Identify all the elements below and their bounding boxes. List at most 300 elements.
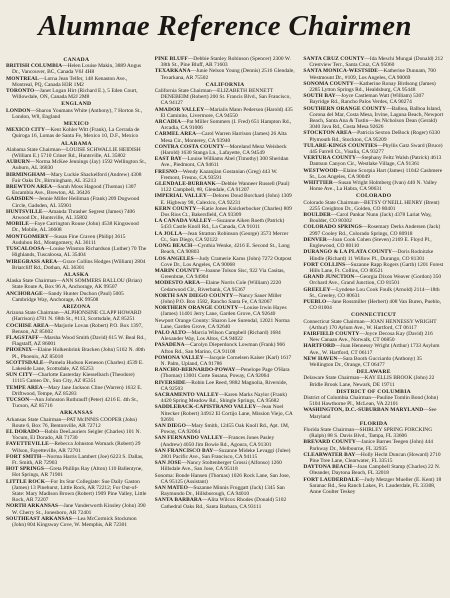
chairman-entry [303,356,444,368]
entry-details: —Joyce Castleman Watt (William) 5307 Bayridge Rd., Rancho Palos Verdes, CA 90274 [309,93,424,106]
chairman-entry [6,397,147,409]
entry-details: California State Chairman—ELIZABETH BENNETT DENEBEIM (Robert) 200 St. Francis Blvd., San Francisco, CA 94127 [154,88,291,107]
entry-city: HUNTSVILLE [6,208,43,215]
entry-details: —Elaine Scorpia Hart (James) 11042 Cashmere St., Los Angeles, CA 90049 [309,167,443,180]
entry-details: —Suzanne Minnis Froggatt (Jack) 1345 San Raymundo Dr., Hillsborough, CA 94010 [160,485,285,498]
chairman-entry [303,464,444,476]
chairman-entry [6,347,147,359]
entry-details: Newport Orange County: Sharon Lee Surendal, 12021 Norma Lane, Garden Grove, CA 92640 [154,317,290,330]
chairman-entry [155,280,296,292]
entry-details: —Carol Pankar Nunn (Jack) 4378 Lariat Way, Boulder, CO 80302 [309,212,432,225]
chairman-entry [6,417,147,429]
entry-city: GLENDALE-BURBANK [154,181,216,188]
chairman-entry [303,299,444,311]
entry-city: PUEBLO [303,298,327,305]
chairman-entry [6,196,147,208]
column-2 [155,56,296,592]
entry-city: AMADOR VALLEY [154,106,205,113]
entry-city: FORT LAUDERDALE [303,476,360,483]
region-heading: CANADA [63,57,90,63]
entry-city: TULARE-KINGS COUNTIES [303,142,378,149]
chairman-entry [303,331,444,343]
entry-details: —Katherine Dunnam, 700 Westmount Dr., #109, Los Angeles, CA 90069 [309,68,436,81]
entry-details: Alaska State Chairman—ANN SOMMERS BALLOU (Brian) State Route A, Box 96 A, Anchorage, AK 99507 [6,278,142,291]
chairman-entry [6,259,147,271]
entry-details: —Joan Hennessy Wright (Arthur) 1733 Asylum Ave., W. Hartford, CT 06117 [309,343,440,356]
entry-details: —Balboa, Balboa Island, Corona del Mar, Costa Mesa, Irvine, Laguna Beach, Newport Beach, Santa Ana & Tustin—Jes Nicholson Dean (Gerald) 3040 Java Rd., Costa Mesa 92626 [309,105,444,131]
chairman-entry [6,172,147,184]
entry-city: LA CANADA VALLEY [154,218,212,225]
entry-city: MONTGOMERY [6,233,49,240]
entry-city: STOCKTON AREA [303,130,352,137]
entry-details: —Cynthia Wenke, 4216 E. Second St., Long Beach, CA 90803 [160,243,290,256]
chairman-entry [6,479,147,504]
entry-details: —Suzanne Aiken Roeth (Patrick) 5433 Castle Knoll Rd., La Canada, CA 91011 [160,218,285,231]
entry-details: —Holly Hecht Duncan (Howard) 2710 Pine Tree Lane, Clearwater, FL 33515 [309,451,441,464]
entry-city: TUCSON [6,396,30,403]
chairman-entry [303,375,444,387]
chairman-entry [6,221,147,233]
entry-details: —Penelope Page O'Hara (Thomas) 13001 Corte Susana, Poway, CA 92064 [160,367,290,380]
entry-details: —Sara Booth Gucciardo (Anthony) 35 Wellington Dr., Orange, CT 06477 [309,355,423,368]
entry-details: Sonoma: Bonde Hansen (Thomas) 1026 Rock Lane, San Jose, CA 95125 (Assistant) [154,472,290,485]
entry-city: LITTLE ROCK [6,478,46,485]
chairman-entry [155,107,296,119]
entry-details: Colorado State Chairman—BETSY O'NEILL HENRY (Brent) 2255 Creighton Dr., Golden, CO 80401 [303,199,440,212]
entry-city: DAYTONA BEACH [303,464,352,471]
chairman-entry [155,485,296,497]
entry-details: —Sandy Hunter Duchon (Paul) 5005 Cambridge Way, Anchorage, AK 99508 [12,290,124,303]
entry-details: Connecticut State Chairman—JOAN HENNESSY WRIGHT (Arthur) 170 Aylum Ave., W. Hartford, CT 06117 [303,318,437,331]
chairman-entry [155,497,296,509]
entry-city: HARTFORD [303,343,336,350]
entry-details: —Debbie Wanneer Russell (Paul) 1122 Campbell, #8, Glendale, CA 91207 [160,181,290,194]
entry-city: SADDLEBACK-CAPISTRANO VALLEY [154,404,257,411]
entry-city: PASADENA [154,342,185,349]
entry-details: —Marsha Wood Smith (David) 615 W. Beal Rd., Flagstaff, AZ 86001 [12,334,146,348]
chairman-entry [6,209,147,221]
chairman-entry [155,355,296,367]
entry-details: —Lorna Jean Telfer, 148 Kenaston Ave., Montreal, PQ, Canada H3R 1M2 [12,75,128,88]
entry-details: —Norma McKee Jennings (Jay) 1592 Wellington St., Auburn, AL 36830 [12,159,147,172]
entry-details: —Jane Vanderworth Kinsley (John) 390 W. Cherry St., Jonesboro, AR 72401 [12,503,146,516]
region-heading: COLORADO [356,193,392,200]
chairman-entry [155,435,296,447]
entry-city: SOUTHERN ORANGE COUNTY [303,105,387,112]
entry-city: MODESTO AREA [154,280,201,287]
entry-details: Florida State Chairman—SHIRLEY SPRING FORCKING (Ralph) 88 S. Davis Blvd., Tampa, FL 33606 [303,426,433,440]
entry-city: SAN MATEO [154,485,188,492]
entry-details: —Sharon Youmans White (Anthony), 7 Horton St., London, W8, England [12,107,143,120]
entry-city: GREELEY [303,286,331,293]
chairman-entry [6,184,147,196]
entry-details: —Marjorie Lovan (Robert) P.O. Box 1397, Benson, AZ 85602 [12,322,143,335]
entry-details: Arizona State Chairman—ALPHONSINE CLAPP HOWARD (Harrison) 4701 N. 68th St., #113, Scottsdale, AZ 85251 [6,310,142,323]
entry-details: —Mary Jane Jackson Cline (Warren) 1632 E. Driftwood, Tempe, AZ 85283 [12,384,142,397]
chairman-entry [155,119,296,131]
chairman-entry [155,156,296,168]
entry-details: —Pat Miller Sommers (I. Fred) 651 Hampton Rd., Arcadia, CA 91006 [160,119,292,132]
region-heading: ALASKA [63,271,89,278]
entry-details: —Moreland Menz Weisbeck (Harold) 1630 Stanga Ln., Lafayette, CA 94549 [160,143,287,157]
entry-details: —Faye Carrington Rouse (John) 4538 Kingswood Dr., Mobile, AL 36608 [12,221,139,234]
entry-city: EAST BAY [154,156,182,163]
entry-city: BREWTON AREA [6,184,52,191]
entry-details: —Ann Johnston Ruthrauff (Peter) 4216 E. 4th St., Tucson, AZ 85716 [12,396,139,410]
entry-details: —Nancy Stoltenberger Grossi (Alfonso) 1260 Hillsdale Ave., San Jose, CA 95118 [160,460,282,473]
chairman-entry [6,360,147,372]
entry-details: —Elaine Holkenbrink Bracken (John) 5162 N. 40th Pl., Phoenix, AZ 85018 [12,347,145,360]
entry-city: NORTHERN ORANGE COUNTY [154,305,239,312]
region-heading: ALABAMA [60,140,92,147]
entry-city: HOT SPRINGS [6,466,45,473]
chairman-entry [303,439,444,451]
chairman-entry [6,516,147,528]
entry-details: —Joanne Tolson Sisc, 922 Via Casitas, Greenbrae, CA 94904 [160,267,285,281]
entry-city: CLEARWATER BAY [303,451,356,458]
entry-details: —Louise Winston Richardson (Luther) 70 The Highlands, Tuscaloosa, AL 35404 [12,246,147,259]
entry-details: —Robin DeeLauriers Seigler (Charles) 101 N. Yocum, El Dorado, AR 71730 [12,428,141,442]
chairman-entry [155,243,296,255]
region-heading: CONNECTICUT [351,312,397,319]
entry-city: SAN FERNANDO VALLEY [154,435,223,442]
chairman-entry [303,93,444,105]
chairman-entry [303,56,444,68]
entry-details: —Kent Kohler Witt (Frank), La Cerrada de Quiroga 16, Lomas de Santa Fe, Mexico 10, D.F., Mexico [12,127,140,140]
entry-city: SANTA BARBARA [154,497,202,504]
entry-details: —Jean Noel Nitecker (Robert) 34912 El Cortijo Lane, Mission Viejo, CA 92691 [160,404,293,423]
chairman-entry [303,212,444,224]
entry-city: LOS ANGELES [154,255,194,262]
chairman-entry [6,323,147,335]
chairman-entry [303,343,444,355]
region-heading: DELAWARE [356,369,391,376]
entry-city: WESTWOOD [303,167,338,174]
entry-details: —Amanda Thrasher Segrest (James) 7406 Atwood Dr., Huntsville, AL 35802 [12,208,135,222]
chairman-entry [155,169,296,181]
chairman-entry [155,144,296,156]
chairman-entry [6,159,147,171]
chairman-entry [155,231,296,243]
entry-details: —Karen Marks Naylor (Frank) 4420 Spring Meadow Rd., Shingle Springs, CA 95682 [160,391,287,405]
entry-details: —Alita Wilcox Rhodes (Donald) 5102 Cathedral Oaks Rd., Santa Barbara, CA 93111 [160,497,287,510]
entry-details: —Susan Fine Craven (Philip) 3615 Audubon Rd., Montgomery, AL 36111 [12,233,126,246]
chairman-entry [303,143,444,155]
entry-city: SCOTTSDALE [6,359,44,366]
chairman-entry [303,319,444,331]
entry-details: —Joan Cook Cohen (Steven) 2169 E. Floyd Pl., Englewood, CO 80110 [309,236,432,250]
entry-details: —Louise Irwin Hayes (James) 11401 Jerry Lane, Garden Grove, CA 92640 [160,305,287,318]
chairman-entry [6,291,147,303]
entry-details: —Norma Harris Lambert (Joe) 6223 S. Dallas, Ft. Smith, AR 72903 [12,453,144,466]
entry-city: FLAGSTAFF [6,334,39,341]
region-heading: MEXICO [63,121,90,128]
entry-city: TUSCALOOSA [6,246,45,253]
chairman-entry [6,441,147,453]
entry-city: TEXARKANA [154,68,191,75]
chairman-entry [155,88,296,107]
chairman-entry [6,108,147,120]
entry-details: —Greta Phillips Ray (Alton) 110 Ballentyne, Hot Springs, AR 71901 [12,466,143,479]
chairman-entry [6,63,147,75]
chairman-entry [303,427,444,439]
entry-details: —Phyllis Gatz Sward (Bruce) 445 Farrell Ct., Visalia, CA 93277 [309,142,443,156]
entry-details: —See Maryland [309,407,437,420]
entry-details: —Grace Collins Hodges (William) 2804 Briarcliff Rd., Dothan, AL 36301 [12,258,146,271]
entry-city: LONG BEACH [154,243,193,250]
chairman-entry [155,268,296,280]
entry-details: —Delores Doud Borchard (John) 1309 E. Highway 98, Calexico, CA 92231 [160,193,292,206]
entry-city: SAN FRANCISCO BAY [154,447,214,454]
entry-city: BREVARD COUNTY [303,439,356,446]
entry-details: —Lea McCormick Stockmon (John) 804 Kingsway Cove, W. Memphis, AR 72301 [12,515,137,529]
chairman-entry [303,262,444,274]
region-heading: ENGLAND [61,101,92,108]
entry-city: POMONA VALLEY [154,354,204,361]
entry-city: BRITISH COLUMBIA [6,63,63,70]
chairman-entry [6,278,147,290]
chairman-entry [155,318,296,330]
entry-city: TEMPE AREA [6,384,43,391]
entry-city: LA JOLLA [154,230,183,237]
entry-details: —Stephany Feltz Walsh (Patrick) 4613 Dantsun Canyon Cir., Westlake Village, CA 91361 [309,155,442,168]
region-heading: FLORIDA [359,420,388,427]
column-1 [6,56,147,592]
chairman-entry [155,473,296,485]
chairman-entry [155,404,296,423]
entry-city: TORONTO [6,88,35,95]
entry-city: BOULDER [303,212,331,219]
entry-details: —Katie Jones Knickerbocker (Charles) 809 Dos Rios Ct., Bakersfield, CA 93309 [160,205,292,219]
entry-details: —Joan Campbell Stamp (Charles) 22 N. Oleander, Daytona Beach, FL 32018 [309,464,441,477]
chairman-entry [155,293,296,305]
chairman-entry [6,127,147,139]
entry-details: —Janice Barnes Teegen (John) 444 Parkway Dr., Melbourne, FL 32935 [309,439,433,452]
entry-details: —Pamela Hudson Keneson (Charles) 4539 E. Lakeside Lane, Scottsdale, AZ 85253 [12,359,144,372]
entry-details: —Junie Nelson Young (Dennis) 2516 Glendale, Texarkana, AR 75502 [160,68,295,81]
entry-details: —Nancy Sauer Miller (John) P.O. Box 1582, Rancho Santa Fe, CA 92067 [160,292,282,305]
chairman-entry [303,155,444,167]
entry-city: RANCHO-BERNARDO-POWAY [154,367,236,374]
entry-details: —Judy Metzger Mueller (E. Kent) 18 Saranac Rd., Sea Ranch Lakes, Ft. Lauderdale, FL 33308, Anne Coulter Teskey [309,476,442,496]
entry-details: —Mary Luckie Shackelford (Andrew) 4308 Fair Oaks Dr., Birmingham, AL 35213 [12,171,142,184]
entry-city: COCHISE AREA [6,322,49,329]
chairman-entry [6,385,147,397]
entry-city: PINE BLUFF [154,56,188,62]
chairman-entry [303,200,444,212]
chairman-entry [303,287,444,299]
entry-details: —Ida Meschi Mungai (Donald) 212 Crestview Terr., Santa Cruz, CA 95060 [309,56,443,69]
entry-city: CARMEL AREA [154,131,197,138]
chairman-entry [155,423,296,435]
entry-city: PHOENIX [6,347,33,354]
chairman-entry [303,452,444,464]
entry-details: —Carolyn Dieperdonck Lowman (Frank) 966 Afton Rd., San Marino, CA 91108 [160,342,285,355]
chairman-entry [303,81,444,93]
chairman-entry [6,310,147,322]
region-heading: CALIFORNIA [205,81,245,88]
chairman-entry [303,395,444,407]
chairman-entry [6,76,147,88]
entry-city: DENVER [303,236,327,243]
entry-city: AUBURN [6,159,30,166]
chairman-entry [303,477,444,496]
entry-details: —Janet Logan Hirt (Richard E.), 5 Eden Court, Willowdale, ON, Canada M2J 2M8 [12,88,138,101]
entry-details: —Elaine Norris Cole (William) 2220 Cedarwood Cir., Riverbank, CA 95367 [160,280,282,293]
chairman-entry [155,193,296,205]
entry-city: SANTA MONICA-WESTSIDE [303,68,379,75]
entry-city: NORTH ARKANSAS [6,503,59,510]
chairman-entry [155,181,296,193]
chairman-entry [6,466,147,478]
region-heading: ARIZONA [62,303,91,310]
chairman-entry [6,454,147,466]
entry-city: CONTRA COSTA COUNTY [154,143,225,150]
chairman-entry [303,168,444,180]
entry-city: SONOMA COUNTY [303,80,354,87]
entry-details: District of Columbia Chairman—Pauline Tomlin Bond (John) 5104 Hawthorne Pl., McLean, VA 22101 [303,394,439,408]
entry-city: GADSDEN [6,196,34,203]
chairman-entry [303,130,444,142]
chairman-entry [155,380,296,392]
entry-details: —Marialis Mann Pederson (Harold) 435 El Caminito, Livermore, CA 94550 [160,106,293,119]
entry-details: —Sarah Moss Hagood (Thomas) 1307 Escambia Ave., Brewton, AL 36426 [12,184,137,197]
column-3 [303,56,444,592]
entry-details: —Marcia Wilson Campbell (Richard) 1684 Alexander Way, Los Altos, CA 94022 [160,329,281,343]
entry-city: SACRAMENTO VALLEY [154,391,219,398]
chairman-entry [6,429,147,441]
entry-details: —Lyndene Lou Cook Foulk (Arnold) 2114—18th St., Greeley, CO 80631 [309,286,440,299]
chairman-entry [155,448,296,460]
entry-city: SANTA CRUZ COUNTY [303,56,365,62]
entry-details: —Patricia Sexton DeBock (Roger) 6330 Plymouth Rd., Stockton, CA 95209 [309,130,440,143]
entry-details: Arkansas State Chairman—PAT McINNIS COOPER (John) Route 6, Box 76, Bentonville, AR 72712 [6,416,137,429]
entry-city: FAYETTEVILLE [6,441,49,448]
entry-details: —Jacquie Cornelsen Kaiser (Karl) 1617 N. Palm, Upland, CA 91786 [160,354,292,367]
chairman-entry [303,68,444,80]
entry-details: —Rosemary Derks Andersen (Jack) 2997 Cooley Rd., Colorado Springs, CO 80918 [309,224,441,237]
entry-details: —Debbie Stanley Robinson (Spencer) 2300 W. 38th St., Pine Bluff, AR 71603 [160,56,291,69]
entry-details: —Joyce Decosa Kay (David) 216 New Canaan Ave., Norwalk, CT 06850 [309,330,433,344]
entry-city: NEW HAVEN [303,355,338,362]
entry-details: —Mary Smith, 12455 Oak Knoll Rd., Apt. 1M, Poway, CA 92064 [160,422,290,436]
entry-city: NORTH SAN DIEGO COUNTY [154,292,234,299]
entry-city: WIREGRASS AREA [6,258,58,265]
entry-details: —Suzanne Rapp Rogers (Garth) 1201 Forest Hills Lane, Ft. Collins, CO 80521 [309,261,444,274]
entry-details: —Charlotte Easterday Kiesselbach (Theodore) 11115 Cameo Dr., Sun City, AZ 85351 [12,372,135,385]
chairman-entry [155,367,296,379]
chairman-entry [303,180,444,192]
entry-city: SAN DIEGO [154,422,186,429]
entry-details: —Carol Warren Harrison (James) 26 Alta Mesa Cir., Monterey, CA 93940 [160,131,287,144]
entry-details: —Judy Cramerie Karns (John) 7272 Outpost Cove Dr., Los Angeles, CA 90068 [160,255,292,268]
chairman-entry [303,249,444,261]
entry-city: SOUTH BAY [303,93,336,100]
region-heading: DISTRICT OF COLUMBIA [336,388,412,395]
region-heading: ARKANSAS [59,410,93,417]
entry-city: FORT SMITH [6,453,42,460]
entry-details: —Jean Stratton Robinson (George) 3573 Mercer Ct., San Diego, CA 92122 [160,230,289,243]
entry-city: EL DORADO [6,428,40,435]
entry-city: WHITTIER [303,180,333,187]
chairman-entry [155,218,296,230]
entry-details: —Susan Wright Holmberg (Ivan) 440 N. Valley Home Ave., La Habra, CA 90631 [309,180,437,193]
entry-city: BIRMINGHAM [6,171,46,178]
entry-city: LONDON [6,107,31,114]
entry-details: —Jennie Miller Heiliman (Frank) 209 Dogwood Circle, Gadsden, AL 35901 [12,196,140,209]
entry-city: GRAND JUNCTION [303,274,355,281]
entry-details: —Katherine Ronay Birdsong (James) 2285 Lytton Springs Rd., Healdsburg, CA 95448 [309,80,436,94]
entry-details: —Robin Lee Reed, 9882 Magnolia, Riverside, CA 92503 [160,379,288,392]
chairman-entry [155,68,296,80]
chairman-entry [155,392,296,404]
chairman-entry [155,330,296,342]
entry-city: SAN JOSE [154,460,182,467]
entry-city: COLORADO SPRINGS [303,224,362,231]
chairman-entry [155,256,296,268]
chairman-entry [6,88,147,100]
entry-city: FORT COLLINS [303,261,346,268]
entry-city: WASHINGTON, D.C.-SUBURBAN MARYLAND [303,407,424,414]
entry-city: MOBILE [6,221,29,228]
entry-city: KERN COUNTY [154,205,197,212]
entry-city: FAIRFIELD COUNTY [303,330,360,337]
chairman-entry [303,274,444,286]
entry-city: IMPERIAL VALLEY [154,193,207,200]
entry-details: —Suzanne Mideke Levaggi (Julee) 2801 Pacific Ave., San Francisco, CA 94115 [160,447,291,460]
entry-city: MEXICO CITY [6,127,46,134]
entry-details: —Louise Williams Abel (Timothy) 300 Sheridan Ave., Piedmont, CA 94611 [160,156,289,169]
chairman-entry [155,206,296,218]
entry-details: —Jane Rossmiller (Herbert) 408 Van Buren, Pueblo, CO 81004 [309,298,441,312]
page-title: Alumnae Reference Chairmen [38,10,412,42]
entry-details: —Georgia Dixon Weaver (Gordon) 350 Orchard Ave., Grand Junction, CO 81501 [309,274,442,287]
chairman-entry [6,372,147,384]
entry-details: —Wendy Kazanjian Gostanian (Greg) 443 W. Fremont, Fresno, CA 93591 [160,168,278,181]
entry-city: DURANGO & LA PLATA COUNTY [303,249,393,256]
chairman-entry [155,342,296,354]
chairman-entry [6,246,147,258]
chairman-entry [6,234,147,246]
entry-details: —Doris Rodnitzke Hindle (Richard) 11 Willow Pl., Durango, CO 81301 [309,249,434,262]
chairman-entry [303,407,444,419]
entry-details: —For Its Star Collegiate: Sue Daily Gaston (James) 13 Pinehurst, Little Rock, AR 72212; For Out-of-State: Mary Madison Brown (Robert) 1909 Pine Valley, Little Rock, AR 72207 [12,478,147,504]
entry-details: Alabama State Chairman—LOUISE SCHWALLIE HEIDISH (William E.) 5710 Criner Rd., Huntsville, AL 35802 [6,146,141,160]
entry-city: MONTREAL [6,75,39,82]
entry-city: SUN CITY [6,372,33,379]
chairman-entry [6,147,147,159]
entry-city: ARCADIA [154,119,182,126]
chairman-entry [155,460,296,472]
chairman-entry [155,131,296,143]
entry-city: RIVERSIDE [154,379,186,386]
entry-city: VERTURA COUNTY [303,155,357,162]
chairman-entry [303,106,444,131]
entry-city: ANCHORAGE [6,290,43,297]
entry-city: FRESNO [154,168,178,175]
chairman-entry [155,305,296,317]
entry-city: PALO ALTO [154,329,187,336]
entry-details: —Rebecca Johnston Womack (Robert) 29 Wilson, Fayetteville, AR 72701 [12,441,141,454]
chairman-entry [303,224,444,236]
entry-city: SOUTHEAST ARKANSAS [6,515,72,522]
chairman-entry [6,503,147,515]
entry-details: Delaware State Chairman—KAY ELLIS BROOK (John) 22 Bridle Brook Lane, Newark, DE 19711 [303,375,435,388]
chairman-entry [303,237,444,249]
entry-details: —Frances Jones Pasley (Andrew) 4050 Jim Bowie Rd., Agoura, CA 91301 [160,435,275,448]
columns-container [6,56,444,592]
chairman-entry [6,335,147,347]
